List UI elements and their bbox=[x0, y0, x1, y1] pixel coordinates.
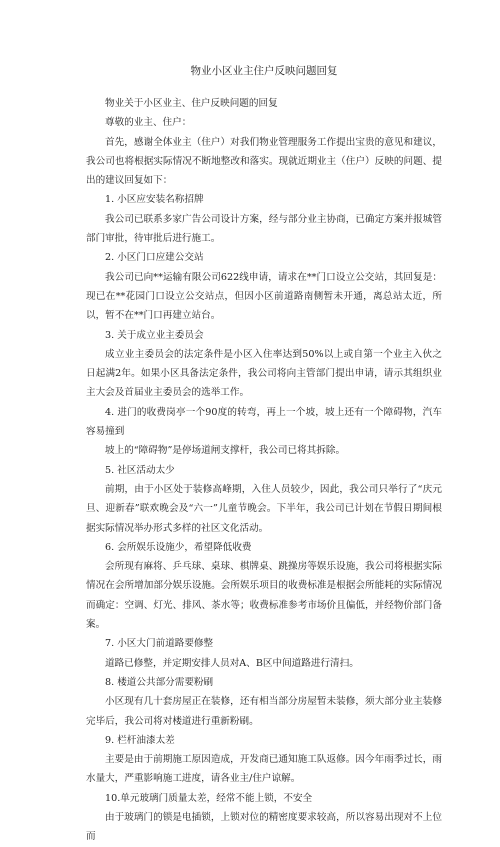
item-heading: 2. 小区门口应建公交站 bbox=[105, 252, 204, 264]
item-body: 前期，由于小区处于装修高峰期，入住人员较少，因此，我公司只举行了“庆元旦、迎新春”联欢晚会及“六一”儿童节晚会。下半年，我公司已计划在节假日期间根据实际情况举办形式多样的社区文化活动。 bbox=[86, 483, 442, 534]
item-heading: 1. 小区应安装名称招牌 bbox=[105, 194, 204, 206]
salutation: 尊敬的业主、住户： bbox=[105, 117, 192, 129]
item-body: 由于玻璃门的锁是电插锁，上锁对位的精密度要求较高，所以容易出现对不上位而 bbox=[86, 811, 442, 843]
item-body: 道路已修整，并定期安排人员对A、B区中间道路进行清扫。 bbox=[105, 657, 359, 669]
intro-paragraph: 首先，感谢全体业主（住户）对我们物业管理服务工作提出宝贵的意见和建议，我公司也将根据实际情况不断地整改和落实。现就近期业主（住户）反映的问题、提出的建议回复如下： bbox=[86, 136, 442, 187]
item-heading: 5. 社区活动太少 bbox=[105, 464, 175, 476]
item-body: 主要是由于前期施工原因造成，开发商已通知施工队返修。因今年雨季过长，雨水量大，严重影响施工进度，请各业主/住户谅解。 bbox=[86, 754, 442, 785]
item-heading: 8. 楼道公共部分需要粉刷 bbox=[105, 676, 214, 688]
item-body: 会所现有麻将、乒乓球、桌球、棋牌桌、跳操房等娱乐设施，我公司将根据实际情况在会所增加部分娱乐设施。会所娱乐项目的收费标准是根据会所能耗的实际情况而确定：空调、灯光、排风、茶水等；收费标准参考市场价且偏低，并经物价部门备案。 bbox=[86, 561, 442, 631]
document-subtitle: 物业关于小区业主、住户反映问题的回复 bbox=[105, 98, 278, 109]
document-title: 物业小区业主住户反映问题回复 bbox=[190, 65, 338, 77]
item-heading: 6. 会所娱乐设施少，希望降低收费 bbox=[105, 541, 252, 553]
item-body: 我公司已联系多家广告公司设计方案，经与部分业主协商，已确定方案并报城管部门审批，待审批后进行施工。 bbox=[86, 213, 442, 245]
item-body: 小区现有几十套房屋正在装修，还有相当部分房屋暂未装修，须大部分业主装修完毕后，我公司将对楼道进行重新粉刷。 bbox=[86, 696, 442, 727]
item-heading: 9. 栏杆油漆太差 bbox=[105, 734, 175, 746]
item-heading: 4. 进门的收费岗亭一个90度的转弯，再上一个坡，坡上还有一个障碍物，汽车容易撞到 bbox=[86, 406, 442, 438]
item-body: 坡上的“障碍物”是停场道闸支撑杆，我公司已将其拆除。 bbox=[105, 445, 346, 457]
item-heading: 7. 小区大门前道路要修整 bbox=[105, 638, 214, 650]
item-body: 成立业主委员会的法定条件是小区入住率达到50%以上或自第一个业主入伙之日起满2年。如果小区具备法定条件，我公司将向主管部门提出申请，请示其组织业主大会及首届业主委员会的选举工作。 bbox=[86, 348, 442, 399]
item-heading: 3. 关于成立业主委员会 bbox=[105, 329, 204, 341]
item-heading: 10.单元玻璃门质量太差，经常不能上锁，不安全 bbox=[105, 792, 313, 804]
item-body: 我公司已向**运输有限公司622线申请，请求在**门口设立公交站，其回复是：现已在**花园门口设立公交站点，但因小区前道路南侧暂未开通，离总站太近，所以，暂不在**门口再建立站台。 bbox=[86, 271, 442, 322]
